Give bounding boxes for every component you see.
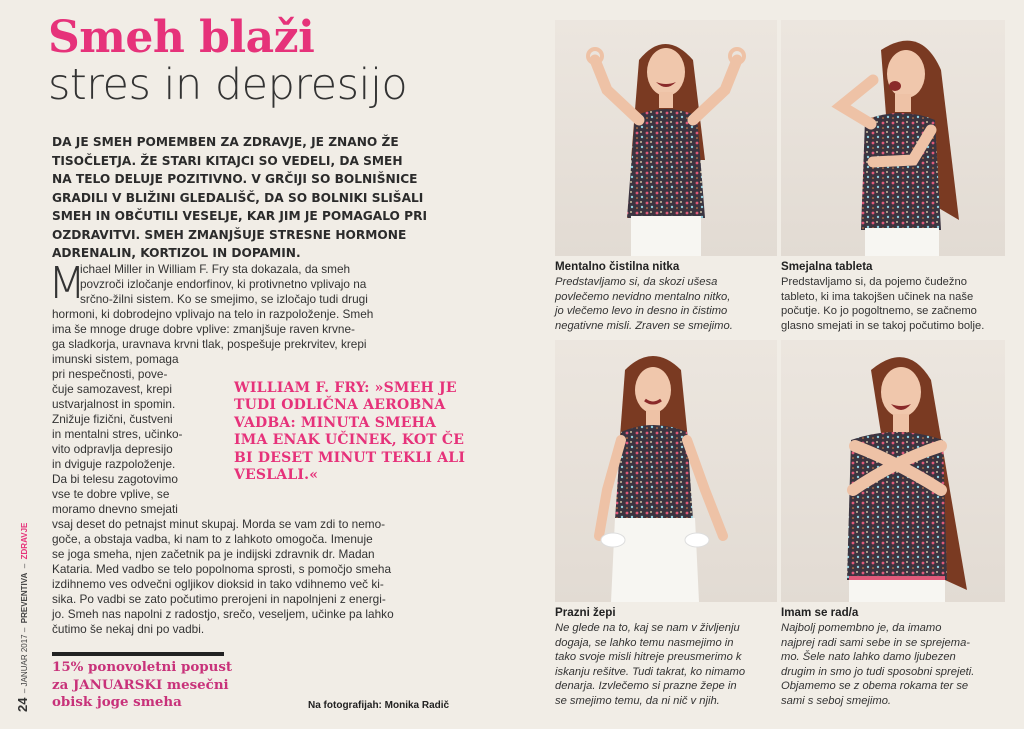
body-line: ichael Miller in William F. Fry sta dokazala, da smeh <box>80 262 351 276</box>
exercise-text-line: najprej radi sami sebe in se sprejema- <box>781 636 971 649</box>
body-line: vse te dobre vplive, se <box>52 487 170 501</box>
pull-quote-line: IMA ENAK UČINEK, KOT ČE <box>234 432 465 449</box>
body-line: Znižuje fizični, čustveni <box>52 412 173 426</box>
body-line: srčno-žilni sistem. Ko se smejimo, se izločajo tudi drugi <box>80 292 368 306</box>
body-line: Da bi telesu zagotovimo <box>52 472 178 486</box>
issue-date: – JANUAR 2017 – <box>20 627 29 694</box>
exercise-text-line: tableto, ki ima takojšen učinek na naše <box>781 290 974 303</box>
body-line: čuje samozavest, krepi <box>52 382 172 396</box>
exercise-text-line: počutje. Ko jo pogoltnemo, se začnemo <box>781 305 977 318</box>
exercise-text-line: Predstavljamo si, da pojemo čudežno <box>781 276 967 288</box>
body-line: pri nespečnosti, pove- <box>52 367 168 381</box>
exercise-text-line: povlečemo nevidno mentalno nitko, <box>555 290 731 303</box>
photo-mental-floss <box>555 20 777 256</box>
body-line: goče, a obstaja vadba, ki nam to z lahkoto omogoča. Imenuje <box>52 532 373 546</box>
exercise-text-line: Predstavljamo si, da skozi ušesa <box>555 276 718 288</box>
exercise-text <box>555 275 733 333</box>
exercise-title: Prazni žepi <box>555 606 616 619</box>
footer-divider <box>52 652 224 656</box>
pull-quote-line: WILLIAM F. FRY: »SMEH JE <box>234 380 457 396</box>
body-line: povzroči izločanje endorfinov, ki protivnetno vplivajo na <box>80 277 367 291</box>
exercise-text-line: sami s seboj smejimo. <box>781 694 892 707</box>
lead-line: ADRENALIN, KORTIZOL IN DOPAMIN. <box>52 246 301 260</box>
exercise-text-line: denarja. Izvlečemo si prazne žepe in <box>555 680 737 693</box>
photo-empty-pockets <box>555 340 777 602</box>
exercise-text-line: drugim in smo jo tudi sposobni sprejeti. <box>781 665 975 678</box>
pull-quote-line: VESLALI.« <box>234 467 319 484</box>
photo-laughing-pill <box>781 20 1005 256</box>
body-line: in dviguje razpoloženje. <box>52 457 176 471</box>
lead-line: NA TELO DELUJE POZITIVNO. V GRČIJI SO BOLNIŠNICE <box>52 172 418 186</box>
pull-quote-line: BI DESET MINUT TEKLI ALI <box>234 449 466 466</box>
photo-credit: Na fotografijah: Monika Radič <box>308 700 450 711</box>
section-name: PREVENTIVA <box>20 572 29 624</box>
body-line: ima še mnoge druge dobre vplive: zmanjšuje raven krvne- <box>52 322 355 336</box>
body-line: hormoni, ki dobrodejno vplivajo na telo in razpoloženje. Smeh <box>52 307 374 321</box>
promo-line: 15% ponovoletni popust <box>52 659 233 675</box>
exercise-text-line: glasno smejati in se takoj počutimo bolje. <box>781 319 985 332</box>
body-line: in mentalni stres, učinko- <box>52 427 183 441</box>
page-number: 24 <box>15 697 30 712</box>
exercise-text-line: jo vlečemo levo in desno in čistimo <box>555 305 728 318</box>
exercise-text-line: mo. Šele nato lahko damo ljubezen <box>781 651 956 664</box>
exercise-text <box>781 621 974 709</box>
lead-line: SMEH IN OBČUTILI VESELJE, KAR JIM JE POMAGALO PRI <box>52 209 428 223</box>
page-folio: 24 – JANUAR 2017 – PREVENTIVA – ZDRAVJE <box>15 522 30 712</box>
lead-line: GRADILI V BLIŽINI GLEDALIŠČ, DA SO BOLNIKI SLIŠALI <box>52 190 424 205</box>
category-name: ZDRAVJE <box>20 522 29 560</box>
body-line: sika. Po vadbi se zato počutimo prerojeni in napolnjeni z energi- <box>52 592 386 606</box>
body-line: vsaj deset do petnajst minut skupaj. Morda se vam zdi to nemo- <box>52 517 386 531</box>
pull-quote <box>234 380 466 484</box>
promo-line: za JANUARSKI mesečni <box>52 676 229 693</box>
exercise-title: Mentalno čistilna nitka <box>555 260 680 273</box>
article-subtitle: stres in depresijo <box>48 60 408 110</box>
lead-line: TISOČLETJA. ŽE STARI KITAJCI SO VEDELI, DA SMEH <box>52 153 403 168</box>
exercise-title: Imam se rad/a <box>781 606 859 619</box>
body-line: moramo dnevno smejati <box>52 502 178 516</box>
article-title: Smeh blaži <box>48 12 315 63</box>
body-line: čutimo še nekaj dni po vadbi. <box>52 622 205 636</box>
lead-line: OZDRAVITVI. SMEH ZMANJŠUJE STRESNE HORMONE <box>52 227 407 242</box>
exercise-text-line: tako svoje misli hitreje preusmerimo k <box>555 651 742 664</box>
body-line: vito odpravlja depresijo <box>52 442 173 456</box>
dropcap: M <box>48 258 86 309</box>
body-line: jo. Smeh nas napolni z radostjo, srečo, veseljem, učinke pa lahko <box>52 607 394 621</box>
body-line: imunski sistem, pomaga <box>52 352 179 366</box>
body-line: ustvarjalnost in spomin. <box>52 397 176 411</box>
photo-self-hug <box>781 340 1005 602</box>
exercise-text-line: Objamemo se z obema rokama ter se <box>781 680 969 693</box>
exercise-text-line: Ne glede na to, kaj se nam v življenju <box>555 622 740 634</box>
pull-quote-line: TUDI ODLIČNA AEROBNA <box>234 397 446 414</box>
pull-quote-line: VADBA: MINUTA SMEHA <box>234 414 437 431</box>
body-line: ga sladkorja, uravnava krvni tlak, pospešuje prekrvitev, krepi <box>52 337 367 351</box>
exercise-text-line: iskanju rešitve. Tudi takrat, ko nimamo <box>555 665 746 678</box>
promo-line: obisk joge smeha <box>52 694 182 710</box>
promo-box <box>52 659 232 712</box>
exercise-text-line: negativne misli. Zraven se smejimo. <box>555 319 733 332</box>
exercise-text-line: dogaja, se lahko temu nasmejimo in <box>555 636 734 649</box>
lead-line: DA JE SMEH POMEMBEN ZA ZDRAVJE, JE ZNANO ŽE <box>52 135 399 149</box>
exercise-title: Smejalna tableta <box>781 260 873 273</box>
exercise-text-line: se smejimo temu, da ni nič v njih. <box>555 694 720 707</box>
article-lead <box>52 133 428 263</box>
exercise-text <box>781 275 984 333</box>
body-line: izdihnemo ves odvečni ogljikov dioksid in tako vdihnemo več ki- <box>52 577 384 591</box>
body-line: Kataria. Med vadbo se telo popolnoma sprosti, s pomočjo smeha <box>52 562 392 576</box>
exercise-text-line: Najbolj pomembno je, da imamo <box>781 622 942 634</box>
body-line: se joga smeha, njen začetnik pa je indijski zdravnik dr. Madan <box>52 547 375 561</box>
exercise-text <box>555 621 745 709</box>
